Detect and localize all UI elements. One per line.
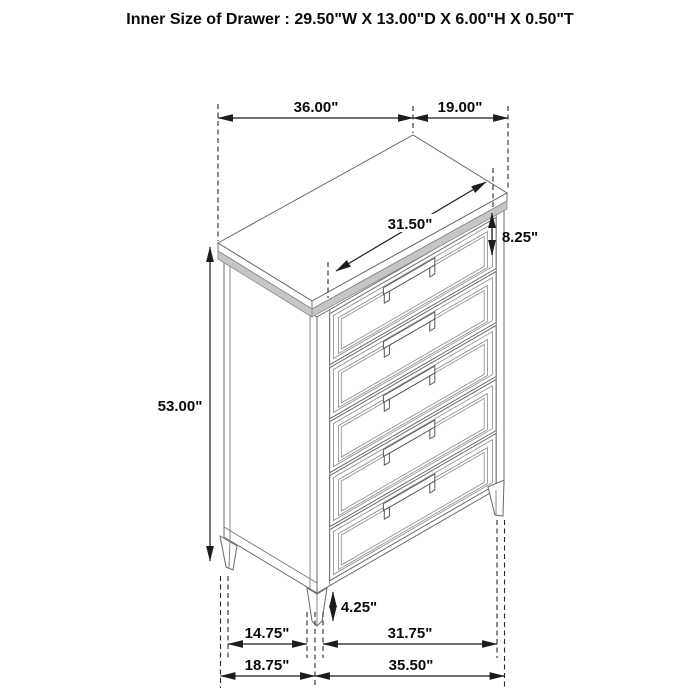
dim-label-base-front-outer: 35.50" xyxy=(388,657,434,674)
dim-label-leg-height: 4.25" xyxy=(340,599,378,616)
page-title: Inner Size of Drawer : 29.50"W X 13.00"D X 6.00"H X 0.50"T xyxy=(126,11,574,28)
dim-label-surface-length: 31.50" xyxy=(387,216,433,233)
dim-label-top-depth: 36.00" xyxy=(293,99,339,116)
dim-label-base-front-inner: 31.75" xyxy=(387,625,433,642)
dim-label-top-drawer-height: 8.25" xyxy=(501,229,539,246)
dim-label-base-side-outer: 18.75" xyxy=(244,657,290,674)
dim-label-base-side-inner: 14.75" xyxy=(244,625,290,642)
dim-label-top-width: 19.00" xyxy=(437,99,483,116)
dim-label-overall-height: 53.00" xyxy=(157,398,203,415)
